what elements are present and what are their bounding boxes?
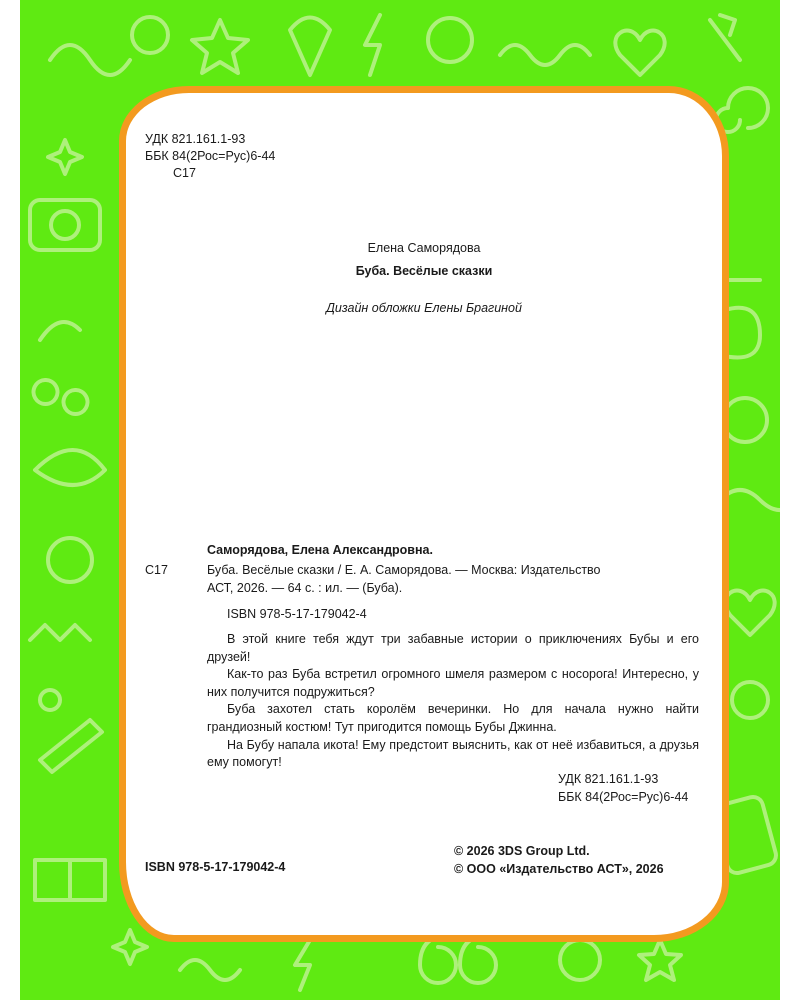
squiggle-doodle (720, 490, 780, 510)
camera-doodle (30, 200, 100, 250)
ice-cream-doodle (290, 18, 330, 76)
dot-circle-doodle (40, 690, 60, 710)
udk-bottom: УДК 821.161.1-93 (558, 772, 659, 786)
catalog-isbn: ISBN 978-5-17-179042-4 (227, 607, 367, 621)
lightning-doodle (365, 15, 380, 75)
bbk-top: ББК 84(2Рос=Рус)6-44 (145, 149, 276, 163)
smile-face-doodle (428, 18, 472, 62)
zigzag-doodle (30, 625, 90, 640)
pencil-doodle (40, 720, 102, 772)
carrot-doodle (710, 15, 740, 60)
copyright-3ds: © 2026 3DS Group Ltd. (454, 844, 590, 858)
lightning-doodle-2 (295, 940, 310, 990)
catalog-heading: Саморядова, Елена Александровна. (207, 543, 433, 557)
eye-doodle (732, 682, 768, 718)
annotation-paragraph: На Бубу напала икота! Ему предстоит выяснить, как от неё избавиться, а друзья ему помогут! (207, 737, 699, 770)
catalog-author-mark: С17 (145, 563, 168, 577)
udk-top: УДК 821.161.1-93 (145, 132, 246, 146)
ball-doodle (723, 398, 767, 442)
annotation-paragraph: Как-то раз Буба встретил огромного шмеля размером с носорога! Интересно, у них получится подружиться? (207, 667, 699, 699)
annotation-paragraph: Буба захотел стать королём вечеринки. Но для начала нужно найти грандиозный костюм! Тут пригодится помощь Бубы Джинна. (207, 702, 699, 734)
catalog-description-line2: АСТ, 2026. — 64 с. : ил. — (Буба). (207, 581, 403, 595)
number-six-doodle (420, 935, 496, 983)
annotation-paragraph: В этой книге тебя ждут три забавные истории о приключениях Бубы и его друзей! (207, 632, 699, 664)
ring-doodle (48, 538, 92, 582)
heart-doodle-2 (725, 591, 774, 635)
bbk-bottom: ББК 84(2Рос=Рус)6-44 (558, 790, 689, 804)
spiral-doodle (716, 88, 768, 132)
footer-isbn: ISBN 978-5-17-179042-4 (145, 860, 286, 874)
content-card (119, 86, 729, 942)
circle-doodle-2 (560, 940, 600, 980)
sparkle-doodle (48, 140, 82, 174)
sparkle-doodle-2 (113, 930, 147, 964)
author-name: Елена Саморядова (367, 241, 481, 255)
heart-doodle (615, 31, 664, 75)
cover-design-prefix: Дизайн обложки (326, 301, 425, 315)
cherry-doodle (34, 322, 88, 414)
star-doodle-2 (639, 940, 681, 980)
book-page (20, 0, 780, 1000)
leaf-doodle (35, 450, 105, 485)
cover-designer: Елены Брагиной (424, 301, 522, 315)
catalog-description-line1: Буба. Весёлые сказки / Е. А. Саморядова. — Москва: Издательство (207, 563, 601, 577)
author-mark-top: С17 (173, 166, 196, 180)
swirl-doodle (50, 45, 130, 75)
copyright-ast: © ООО «Издательство АСТ», 2026 (454, 862, 664, 876)
cover-design-credit (126, 300, 722, 317)
circle-doodle (132, 17, 168, 53)
star-doodle (192, 20, 248, 73)
book-doodle (35, 860, 105, 900)
annotation (207, 631, 699, 772)
book-title: Буба. Весёлые сказки (355, 264, 493, 278)
wave-doodle (500, 45, 590, 65)
wave-doodle-2 (180, 960, 240, 980)
